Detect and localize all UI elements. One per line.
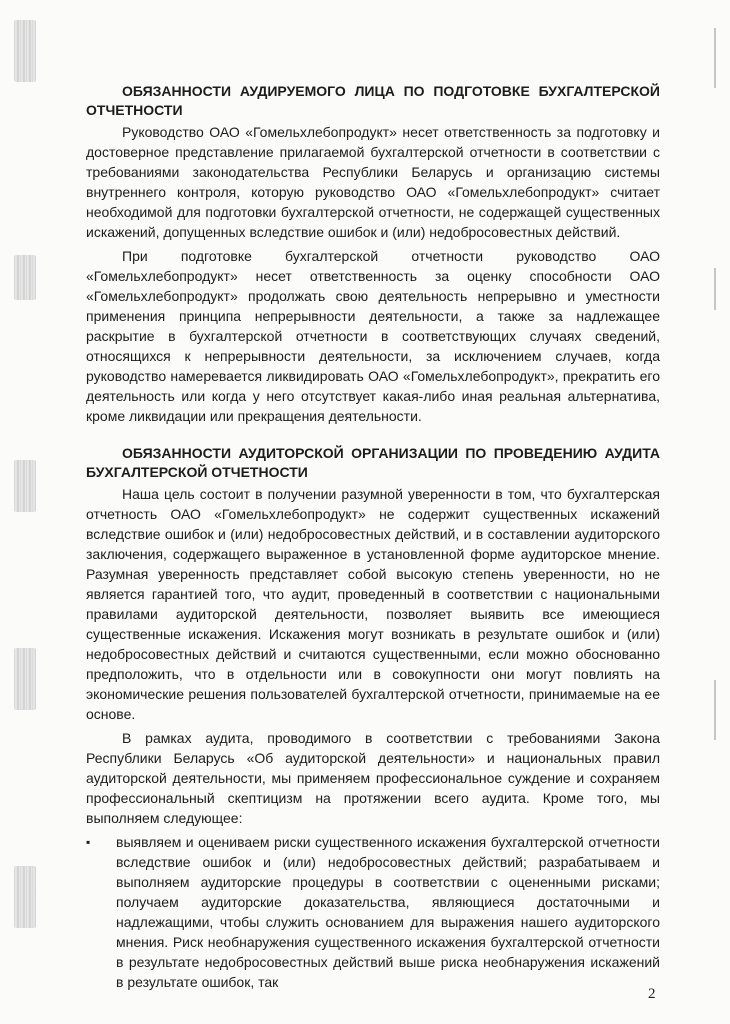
bullet-list	[86, 832, 660, 992]
scan-edge-mark	[714, 680, 716, 740]
binding-hole-mark	[14, 866, 36, 928]
page-number: 2	[648, 986, 656, 1002]
scan-edge-mark	[714, 28, 716, 88]
binding-hole-mark	[14, 20, 36, 82]
document-body	[86, 82, 660, 992]
section-heading-auditor-responsibilities: ОБЯЗАННОСТИ АУДИТОРСКОЙ ОРГАНИЗАЦИИ ПО ПРОВЕДЕНИЮ АУДИТА БУХГАЛТЕРСКОЙ ОТЧЕТНОСТИ	[86, 445, 660, 480]
binding-hole-mark	[14, 460, 36, 512]
paragraph: Наша цель состоит в получении разумной уверенности в том, что бухгалтерская отчетность ОАО «Гомельхлебопродукт» не содержит существенных искажений вследствие ошибок и (или) недобросовестных действий, и в составлении аудиторского заключения, содержащего выраженное в установленной форме аудиторское мнение. Разумная уверенность представляет собой высокую степень уверенности, но не является гарантией того, что аудит, проведенный в соответствии с национальными правилами аудиторской деятельности, позволяет выявить все имеющиеся существенные искажения. Искажения могут возникать в результате ошибок и (или) недобросовестных действий и считаются существенными, если можно обоснованно предположить, что в отдельности или в совокупности они могут повлиять на экономические решения пользователей бухгалтерской отчетности, принимаемые на ее основе.	[86, 486, 660, 722]
binding-hole-mark	[14, 255, 36, 300]
list-item: ▪ выявляем и оцениваем риски существенного искажения бухгалтерской отчетности вследствие ошибок и (или) недобросовестных действий; разрабатываем и выполняем аудиторские процедуры в соответствии с оцененными рисками; получаем аудиторские доказательства, являющиеся достаточными и надлежащими, чтобы служить основанием для выражения нашего аудиторского мнения. Риск необнаружения существенного искажения бухгалтерской отчетности в результате недобросовестных действий выше риска необнаружения искажений в результате ошибок, так	[86, 832, 660, 992]
paragraph: При подготовке бухгалтерской отчетности руководство ОАО «Гомельхлебопродукт» несет ответственность за оценку способности ОАО «Гомельхлебопродукт» продолжать свою деятельность непрерывно и уместности применения принципа непрерывности деятельности, а также за надлежащее раскрытие в бухгалтерской отчетности в соответствующих случаях сведений, относящихся к непрерывности деятельности, за исключением случаев, когда руководство намеревается ликвидировать ОАО «Гомельхлебопродукт», прекратить его деятельность или когда у него отсутствует какая-либо иная реальная альтернатива, кроме ликвидации или прекращения деятельности.	[86, 248, 660, 424]
paragraph: В рамках аудита, проводимого в соответствии с требованиями Закона Республики Беларусь «Об аудиторской деятельности» и национальных правил аудиторской деятельности, мы применяем профессиональное суждение и сохраняем профессиональный скептицизм на протяжении всего аудита. Кроме того, мы выполняем следующее:	[86, 730, 660, 826]
scan-edge-mark	[714, 268, 716, 310]
paragraph: Руководство ОАО «Гомельхлебопродукт» несет ответственность за подготовку и достоверное представление прилагаемой бухгалтерской отчетности в соответствии с требованиями законодательства Республики Беларусь и организацию системы внутреннего контроля, которую руководство ОАО «Гомельхлебопродукт» считает необходимой для подготовки бухгалтерской отчетности, не содержащей существенных искажений, допущенных вследствие ошибок и (или) недобросовестных действий.	[86, 124, 660, 240]
binding-hole-mark	[14, 648, 36, 710]
section-heading-auditee-responsibilities: ОБЯЗАННОСТИ АУДИРУЕМОГО ЛИЦА ПО ПОДГОТОВКЕ БУХГАЛТЕРСКОЙ ОТЧЕТНОСТИ	[86, 83, 660, 118]
